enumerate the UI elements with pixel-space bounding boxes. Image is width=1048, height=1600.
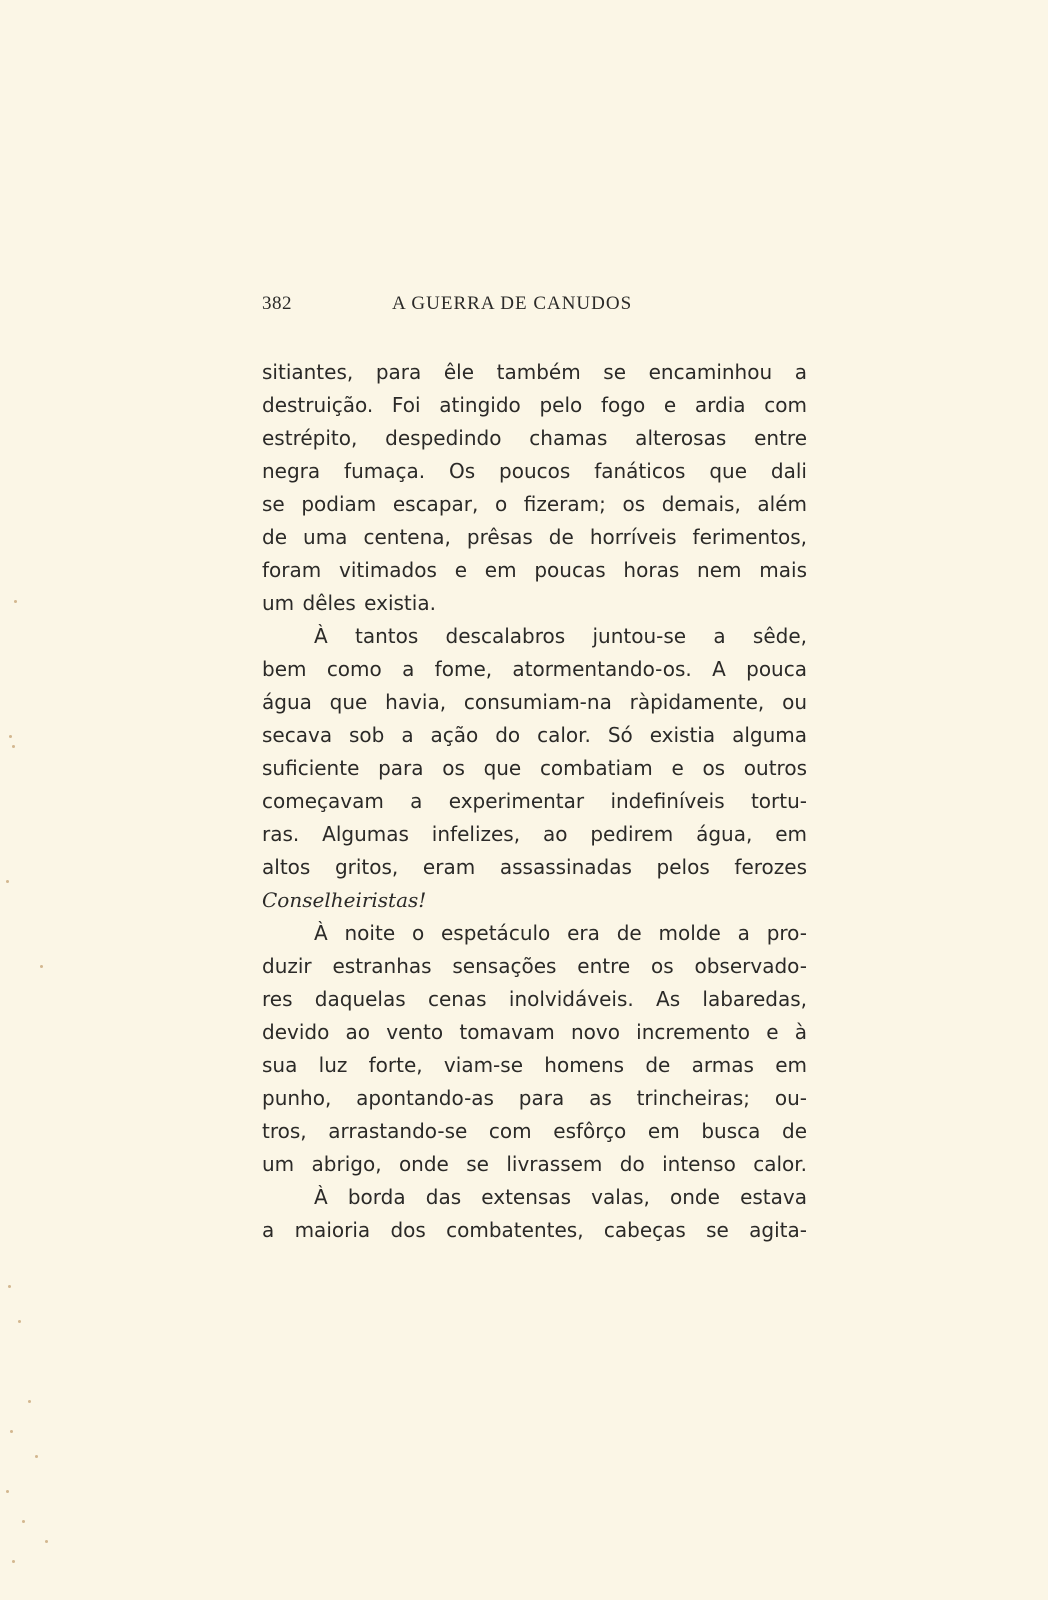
text-line: À noite o espetáculo era de molde a pro- [314, 921, 807, 945]
running-head [262, 291, 807, 317]
text-line: À tantos descalabros juntou-se a sêde, [314, 624, 807, 648]
text-line: res daquelas cenas inolvidáveis. As labaredas, [262, 987, 807, 1011]
text-line: devido ao vento tomavam novo incremento e à [262, 1020, 807, 1044]
text-line: ras. Algumas infelizes, ao pedirem água, em [262, 822, 807, 846]
text-line: negra fumaça. Os poucos fanáticos que dali [262, 459, 807, 483]
paper-speck [22, 1520, 25, 1523]
text-line: suficiente para os que combatiam e os outros [262, 756, 807, 780]
paper-speck [45, 1540, 48, 1543]
text-line: secava sob a ação do calor. Só existia alguma [262, 723, 807, 747]
text-line: água que havia, consumiam-na ràpidamente, ou [262, 690, 807, 714]
text-line: sua luz forte, viam-se homens de armas em [262, 1053, 807, 1077]
paper-speck [18, 1320, 21, 1323]
text-line: estrépito, despedindo chamas alterosas entre [262, 426, 807, 450]
text-line: se podiam escapar, o fizeram; os demais, além [262, 492, 807, 516]
text-line: bem como a fome, atormentando-os. A pouca [262, 657, 807, 681]
paper-speck [40, 965, 43, 968]
text-line: foram vitimados e em poucas horas nem mais [262, 558, 807, 582]
paper-speck [35, 1455, 38, 1458]
text-line: um dêles existia. [262, 591, 436, 615]
running-title: A GUERRA DE CANUDOS [392, 293, 633, 314]
paper-speck [6, 1490, 9, 1493]
text-line: duzir estranhas sensações entre os observado- [262, 954, 807, 978]
text-line: de uma centena, prêsas de horríveis ferimentos, [262, 525, 807, 549]
text-line-italic [262, 884, 807, 917]
paper-speck [28, 1400, 31, 1403]
text-line: destruição. Foi atingido pelo fogo e ardia com [262, 393, 807, 417]
paper-speck [8, 1285, 11, 1288]
text-line: À borda das extensas valas, onde estava [314, 1185, 807, 1209]
text-line: a maioria dos combatentes, cabeças se agita- [262, 1218, 807, 1242]
paper-speck [12, 1560, 15, 1563]
paper-speck [9, 735, 12, 738]
paper-speck [10, 1430, 13, 1433]
paper-speck [14, 600, 17, 603]
page-number: 382 [262, 293, 292, 314]
text-line: sitiantes, para êle também se encaminhou a [262, 360, 807, 384]
text-line: tros, arrastando-se com esfôrço em busca de [262, 1119, 807, 1143]
paper-speck [6, 880, 9, 883]
text-line: um abrigo, onde se livrassem do intenso calor. [262, 1152, 807, 1176]
paper-speck [12, 745, 15, 748]
text-line: altos gritos, eram assassinadas pelos ferozes [262, 855, 807, 879]
text-line: punho, apontando-as para as trincheiras; ou- [262, 1086, 807, 1110]
italic-word: Conselheiristas! [262, 888, 427, 912]
text-line: começavam a experimentar indefiníveis tortu- [262, 789, 807, 813]
